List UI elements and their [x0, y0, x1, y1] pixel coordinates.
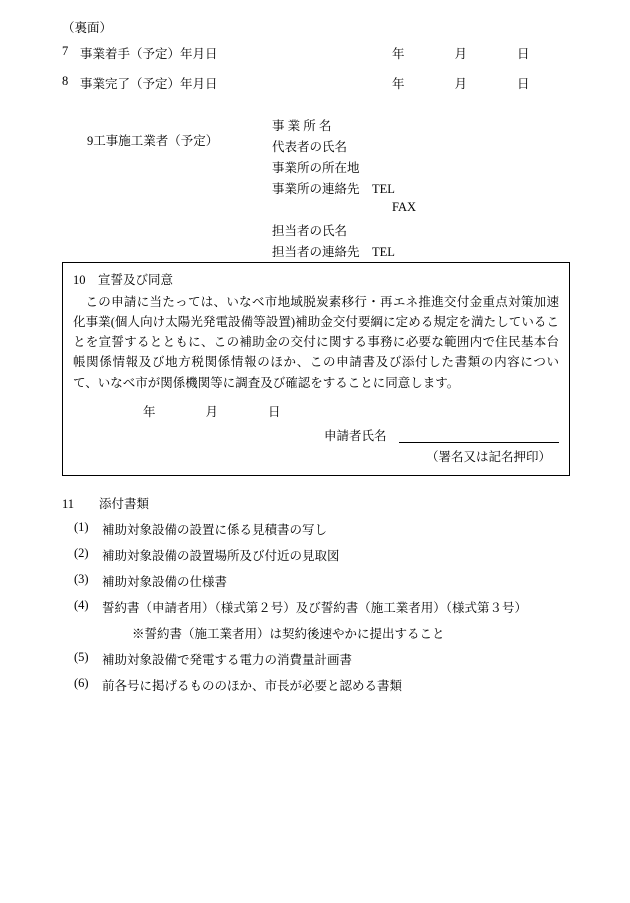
item-7-number: 7 [62, 43, 69, 58]
document-content [62, 22, 572, 702]
pledge-consent-title: 10 宣誓及び同意 [73, 272, 174, 287]
attachment-item-1 [62, 520, 572, 538]
contractor-field-representative-name: 代表者の氏名 [272, 139, 348, 154]
attachment-2-number: (2) [74, 545, 89, 560]
applicant-name-blank [399, 428, 559, 443]
item-9-label: 工事施工業者（予定） [93, 133, 219, 148]
pledge-consent-body: この申請に当たっては、いなべ市地域脱炭素移行・再エネ推進交付金重点対策加速化事業(個人向け太陽光発電設備等設置)補助金交付要綱に定める規定を満たしていることを宣誓するとともに、この補助金の交付に関する事務に必要な範囲内で住民基本台帳関係情報及び地方税関係情報のほか、この申請書及び添付した書類の内容について、いなべ市が関係機関等に調査及び確認をすることに同意します。 [73, 294, 559, 390]
attachment-item-6 [62, 676, 572, 694]
contractor-field-office-name: 事 業 所 名 [272, 118, 332, 133]
attachment-1-number: (1) [74, 519, 89, 534]
attachment-6-text: 前各号に掲げるもののほか、市長が必要と認める書類 [102, 678, 403, 693]
item-7-date-blank: 年 月 日 [392, 46, 530, 61]
attachments-section [62, 494, 572, 694]
attachment-item-5 [62, 650, 572, 668]
contractor-field-office-fax: FAX [392, 199, 417, 214]
applicant-name-row [73, 426, 559, 444]
form-row-construction-start [62, 44, 572, 74]
page-side-label: （裏面） [62, 21, 113, 35]
item-7-label: 事業着手（予定）年月日 [80, 46, 218, 61]
form-row-construction-end [62, 74, 572, 104]
contractor-field-office-address: 事業所の所在地 [272, 160, 360, 175]
attachment-item-3 [62, 572, 572, 590]
contractor-field-contact-name: 担当者の氏名 [272, 223, 348, 238]
item-9-number: 9 [87, 133, 94, 148]
attachment-4-text: 誓約書（申請者用）（様式第２号）及び誓約書（施工業者用）（様式第３号） [102, 600, 528, 615]
form-row-contractor [62, 116, 572, 259]
attachment-5-text: 補助対象設備で発電する電力の消費量計画書 [102, 652, 353, 667]
pledge-date-blank: 年 月 日 [143, 404, 281, 419]
item-8-label: 事業完了（予定）年月日 [80, 76, 218, 91]
contractor-field-office-tel: 事業所の連絡先 TEL [272, 181, 395, 196]
attachment-4-note: ※誓約書（施工業者用）は契約後速やかに提出すること [132, 626, 445, 641]
item-8-date-blank: 年 月 日 [392, 76, 530, 91]
attachment-2-text: 補助対象設備の設置場所及び付近の見取図 [102, 548, 340, 563]
signature-seal-note: （署名又は記名押印） [425, 449, 551, 464]
attachment-item-2 [62, 546, 572, 564]
attachments-heading: 11 添付書類 [62, 496, 150, 511]
pledge-consent-box [62, 262, 570, 476]
item-9-heading [62, 116, 218, 164]
contractor-field-contact-tel: 担当者の連絡先 TEL [272, 244, 395, 259]
attachment-4-number: (4) [74, 597, 89, 612]
attachment-6-number: (6) [74, 675, 89, 690]
attachment-5-number: (5) [74, 649, 89, 664]
applicant-name-label: 申請者氏名 [323, 428, 387, 443]
attachment-1-text: 補助対象設備の設置に係る見積書の写し [102, 522, 328, 537]
item-8-number: 8 [62, 73, 69, 88]
attachment-3-number: (3) [74, 571, 89, 586]
attachment-3-text: 補助対象設備の仕様書 [102, 574, 228, 589]
attachment-item-4 [62, 598, 572, 616]
